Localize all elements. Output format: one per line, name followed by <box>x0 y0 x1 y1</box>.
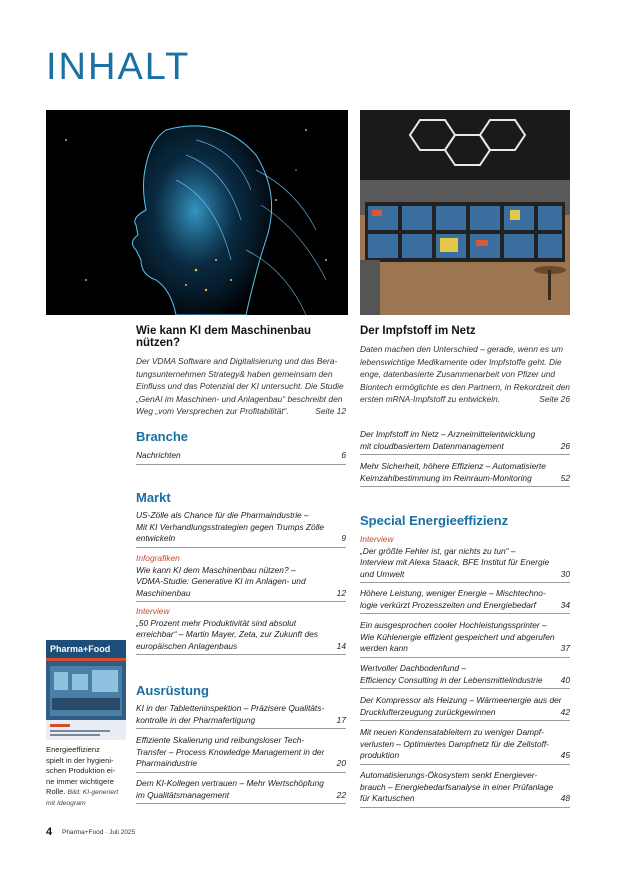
section-heading-markt: Markt <box>136 490 171 505</box>
toc-page: 37 <box>560 643 570 653</box>
page-number: 4 <box>46 826 53 838</box>
feature-title: Wie kann KI dem Maschinenbau nützen? <box>136 325 311 349</box>
magazine-issue: Pharma+Food · Juli 2025 <box>62 829 136 836</box>
feature-text: Der VDMA Software and Digitalisierung und das Bera- tungsunternehmen Strategy& haben gemeinsam den Einfluss und das Potenzial der KI untersucht. Die Studie „GenAI im Maschinen- und Anlagenbau“ beschreibt den Weg „vom Versprechen zur Profitabilität“. Seite 12 <box>136 356 346 416</box>
toc-page: 34 <box>560 599 570 610</box>
image-credit-line2: mit Ideogram <box>46 799 86 807</box>
page-title: INHALT <box>46 46 191 88</box>
toc-page: 14 <box>336 640 346 651</box>
toc-page: 42 <box>560 706 570 717</box>
toc-entry[interactable]: Effiziente Skalierung und reibungsloser Tech- Transfer – Process Knowledge Management in der Pharmaindustrie 20 <box>136 735 346 773</box>
feature-2[interactable] <box>360 325 570 406</box>
toc-page: 20 <box>336 758 346 768</box>
toc-page: 6 <box>341 450 346 460</box>
toc-page: 26 <box>560 440 570 451</box>
toc-entry[interactable]: Der Impfstoff im Netz – Arzneimittelentwicklung mit cloudbasiertem Datenmanagement 26 <box>360 429 570 455</box>
section-heading-special: Special Energieeffizienz <box>360 513 509 528</box>
section-heading-branche: Branche <box>136 429 189 444</box>
toc-entry[interactable]: Interview „Der größte Fehler ist, gar nichts zu tun“ – Interview mit Alexa Staack, BFE Institut für Energie und Umwelt 30 <box>360 534 570 583</box>
toc-page: 17 <box>336 714 346 725</box>
feature-text: Daten machen den Unterschied – gerade, wenn es um lebenswichtige Medikamente oder Impfstoffe geht. Die enge, datenbasierte Zusammenarbeit von Pfizer und Biontech ermöglichte es den Partnern, in Rekordzeit den ersten mRNA-Impfstoff zu entwickeln. Seite 26 <box>360 344 570 404</box>
cover-caption: Energieeffizienz spielt in der hygieni- schen Produktion ei- ne immer wichtigere Rolle. Bild: KI-generiert mit Ideogram <box>46 745 128 809</box>
section-heading-ausruestung: Ausrüstung <box>136 683 209 698</box>
toc-entry[interactable]: Mit neuen Kondensatableitern zu weniger Dampf- verlusten – Optimiertes Dampfnetz für die Zellstoff- produktion 45 <box>360 727 570 765</box>
ai-head-image <box>46 110 348 315</box>
toc-page: 48 <box>560 793 570 803</box>
feature-page: Seite 26 <box>539 394 570 404</box>
toc-page: 22 <box>336 789 346 800</box>
toc-entry[interactable]: Interview „50 Prozent mehr Produktivität sind absolut erreichbar“ – Martin Mayer, Zeta, zur Zukunft des europäischen Anlagenbaus 14 <box>136 606 346 655</box>
toc-kicker: Interview <box>360 534 394 544</box>
magazine-cover-image[interactable] <box>46 640 126 740</box>
toc-kicker: Infografiken <box>136 553 180 563</box>
toc-entry[interactable]: Ein ausgesprochen cooler Hochleistungssprinter – Wie Kühlenergie effizient gespeichert und abgerufen werden kann 37 <box>360 620 570 658</box>
toc-entry[interactable]: Wertvoller Dachbodenfund – Efficiency Consulting in der Lebensmittelindustrie 40 <box>360 663 570 689</box>
toc-page: 52 <box>560 472 570 483</box>
control-room-image <box>360 110 570 315</box>
toc-entry[interactable]: Infografiken Wie kann KI dem Maschinenbau nützen? – VDMA-Studie: Generative KI im Anlagen- und Maschinenbau 12 <box>136 553 346 602</box>
toc-page: 40 <box>560 674 570 685</box>
toc-entry[interactable]: Höhere Leistung, weniger Energie – Mischtechno- logie verkürzt Prozesszeiten und Energiebedarf 34 <box>360 588 570 614</box>
toc-page: 45 <box>560 750 570 760</box>
toc-entry[interactable]: Nachrichten 6 <box>136 450 346 465</box>
toc-page: 9 <box>341 533 346 543</box>
feature-1[interactable] <box>136 325 346 418</box>
toc-entry[interactable]: Der Kompressor als Heizung – Wärmeenergie aus der Drucklufterzeugung zurückgewinnen 42 <box>360 695 570 721</box>
toc-entry[interactable]: KI in der Tabletteninspektion – Präzisere Qualitäts- kontrolle in der Pharmafertigung 17 <box>136 703 346 729</box>
toc-kicker: Interview <box>136 606 170 616</box>
toc-page: 30 <box>560 568 570 579</box>
toc-page: 12 <box>336 587 346 598</box>
cover-logo: Pharma+Food <box>50 644 111 654</box>
toc-entry[interactable]: Automatisierungs-Ökosystem senkt Energiever- brauch – Energiebedarfsanalyse in einer Prüfanlage für Kartuschen 48 <box>360 770 570 808</box>
toc-entry[interactable]: Mehr Sicherheit, höhere Effizienz – Automatisierte Keimzahlbestimmung im Reinraum-Monitoring 52 <box>360 461 570 487</box>
toc-entry[interactable]: Dem KI-Kollegen vertrauen – Mehr Wertschöpfung im Qualitätsmanagement 22 <box>136 778 346 804</box>
feature-page: Seite 12 <box>315 406 346 416</box>
image-credit: Bild: KI-generiert <box>67 789 119 796</box>
toc-entry[interactable]: US-Zölle als Chance für die Pharmaindustrie – Mit KI Verhandlungsstrategien gegen Trumps Zölle entwickeln 9 <box>136 510 346 548</box>
feature-title: Der Impfstoff im Netz <box>360 325 476 337</box>
